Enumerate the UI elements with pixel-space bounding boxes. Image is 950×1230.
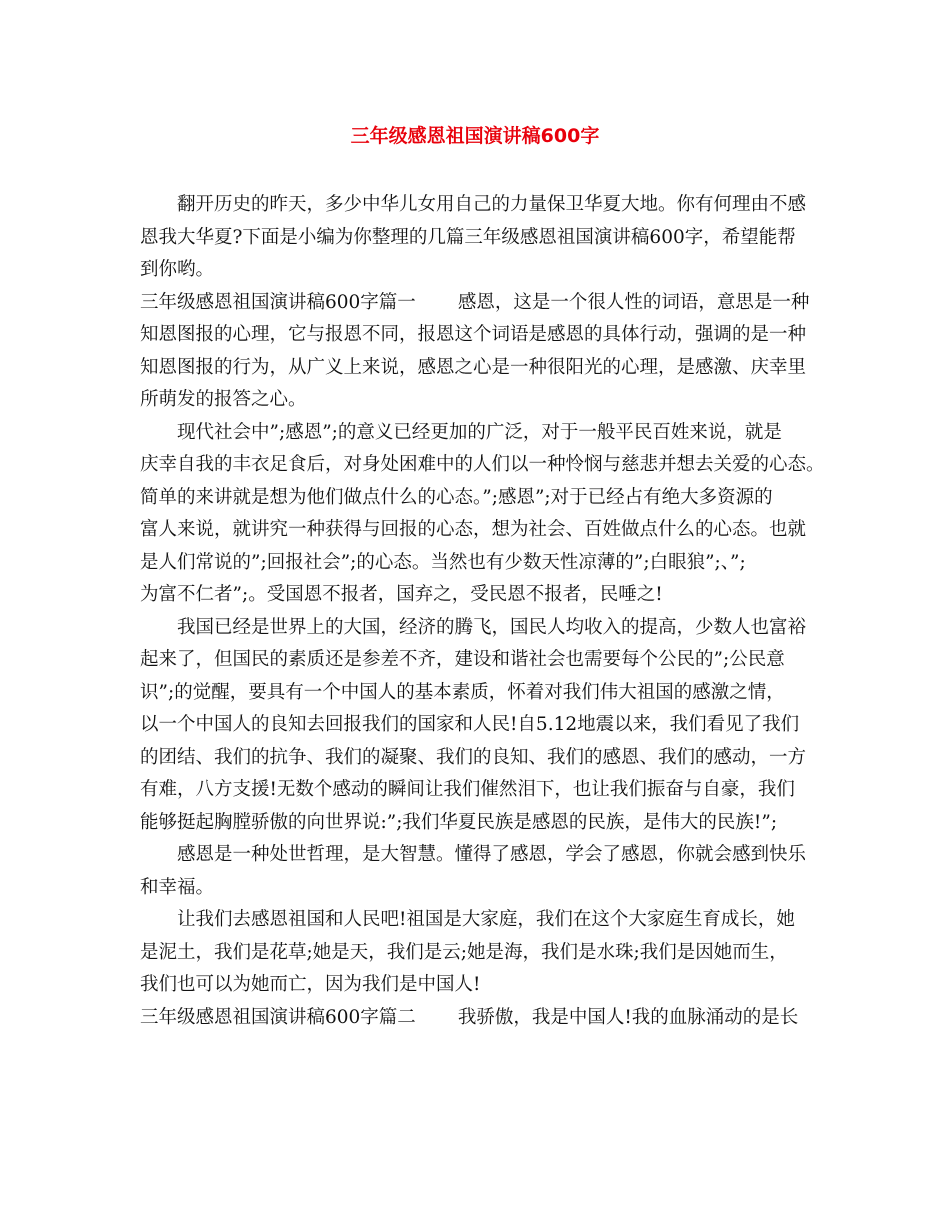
paragraph-line: 是人们常说的”;回报社会”;的心态。当然也有少数天性凉薄的”;白眼狼”;、”; — [140, 551, 746, 573]
paragraph-line: 为富不仁者”;。受国恩不报者，国弃之，受民恩不报者，民唾之! — [140, 584, 663, 605]
paragraph-line: 有难，八方支援!无数个感动的瞬间让我们催然泪下，也让我们振奋与自豪，我们 — [140, 779, 795, 800]
paragraph-line: 到你哟。 — [140, 259, 215, 280]
section-heading: 三年级感恩祖国演讲稿600字篇二 — [140, 1006, 416, 1028]
section-line — [140, 287, 830, 320]
paragraph-line: 能够挺起胸膛骄傲的向世界说:”;我们华夏民族是感恩的民族，是伟大的民族!”; — [140, 811, 778, 833]
paragraph-line: 识”;的觉醒，要具有一个中国人的基本素质，怀着对我们伟大祖国的感激之情， — [140, 681, 785, 703]
paragraph-line: 起来了，但国民的素质还是参差不齐，建设和谐社会也需要每个公民的”;公民意 — [140, 649, 785, 670]
paragraph-text: 感恩，这是一个很人性的词语，意思是一种 — [457, 291, 810, 313]
paragraph-line: 感恩是一种处世哲理，是大智慧。懂得了感恩，学会了感恩，你就会感到快乐 — [177, 844, 807, 865]
paragraph-line: 和幸福。 — [140, 876, 215, 898]
paragraph-line: 我们也可以为她而亡，因为我们是中国人! — [140, 974, 481, 995]
paragraph-line: 翻开历史的昨天，多少中华儿女用自己的力量保卫华夏大地。你有何理由不感 — [177, 194, 807, 215]
paragraph-line: 让我们去感恩祖国和人民吧!祖国是大家庭，我们在这个大家庭生育成长，她 — [177, 909, 795, 930]
section-line — [140, 1002, 830, 1035]
paragraph-line: 以一个中国人的良知去回报我们的国家和人民!自5.12地震以来，我们看见了我们 — [140, 714, 800, 735]
paragraph-text: 我骄傲，我是中国人!我的血脉涌动的是长 — [457, 1006, 799, 1028]
document-body — [140, 189, 830, 1034]
paragraph-line: 我国已经是世界上的大国，经济的腾飞，国民人均收入的提高，少数人也富裕 — [177, 616, 807, 638]
document-title: 三年级感恩祖国演讲稿600字 — [350, 125, 600, 147]
paragraph-line: 庆幸自我的丰衣足食后，对身处困难中的人们以一种怜悯与慈悲并想去关爱的心态。 — [140, 454, 825, 475]
paragraph-line: 简单的来讲就是想为他们做点什么的心态。”;感恩”;对于已经占有绝大多资源的 — [140, 486, 773, 508]
paragraph-line: 恩我大华夏?下面是小编为你整理的几篇三年级感恩祖国演讲稿600字，希望能帮 — [140, 226, 796, 248]
paragraph-line: 知恩图报的行为，从广义上来说，感恩之心是一种很阳光的心理，是感激、庆幸里 — [140, 356, 807, 378]
paragraph-line: 知恩图报的心理，它与报恩不同，报恩这个词语是感恩的具体行动，强调的是一种 — [140, 324, 807, 345]
section-heading: 三年级感恩祖国演讲稿600字篇一 — [140, 291, 416, 313]
paragraph-line: 的团结、我们的抗争、我们的凝聚、我们的良知、我们的感恩、我们的感动，一方 — [140, 746, 807, 768]
paragraph-line: 所萌发的报答之心。 — [140, 389, 307, 410]
paragraph-line: 现代社会中”;感恩”;的意义已经更加的广泛，对于一般平民百姓来说，就是 — [177, 421, 782, 443]
paragraph-line: 富人来说，就讲究一种获得与回报的心态，想为社会、百姓做点什么的心态。也就 — [140, 519, 807, 540]
paragraph-line: 是泥土，我们是花草;她是天，我们是云;她是海，我们是水珠;我们是因她而生， — [140, 941, 788, 963]
